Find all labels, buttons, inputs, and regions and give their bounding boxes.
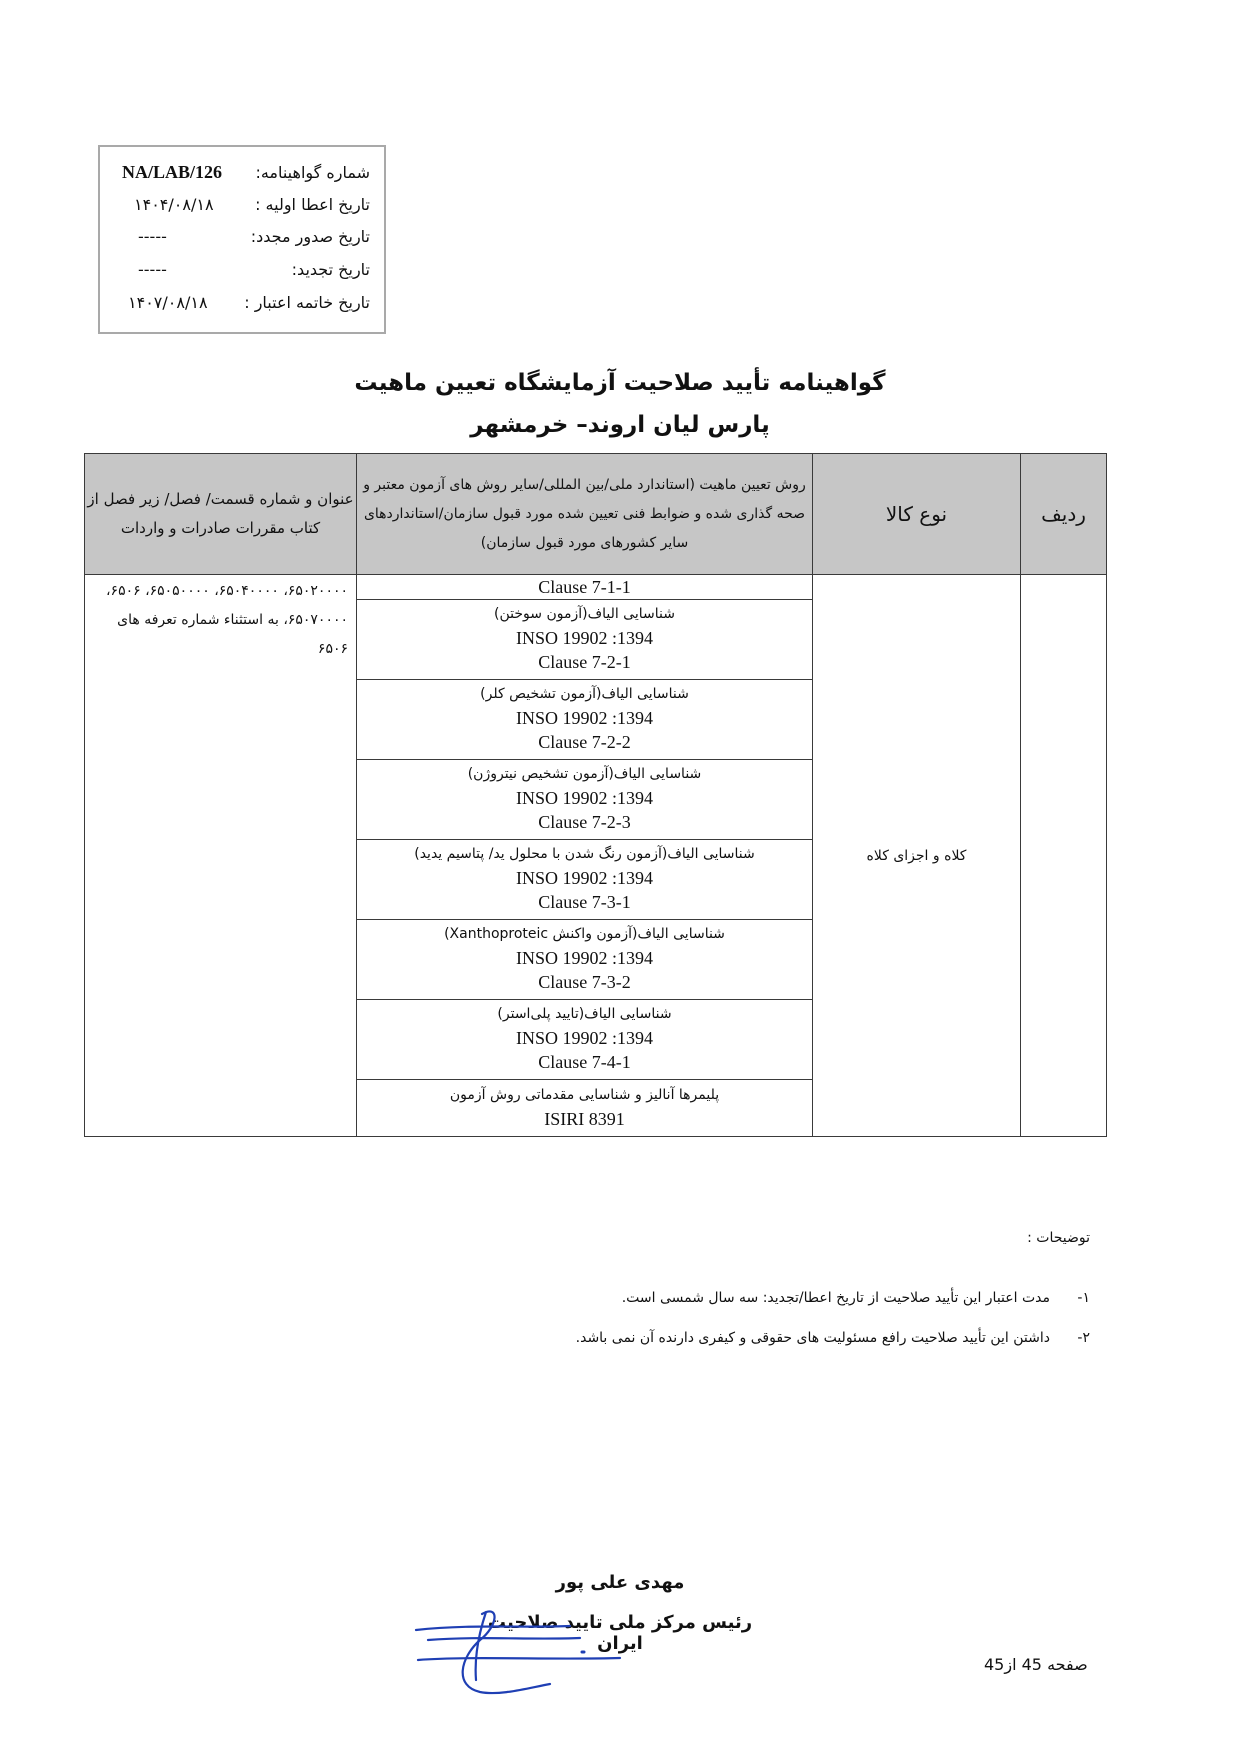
header-method: روش تعیین ماهیت (استاندارد ملی/بین المللی/سایر روش های آزمون معتبر و صحه گذاری شده و ضوابط فنی تعیین شده مورد قبول سازمان/استانداردهای سایر کشورهای مورد قبول سازمان) xyxy=(357,454,813,575)
cert-number-row xyxy=(114,157,370,187)
method-standard: INSO 19902 :1394 xyxy=(515,708,653,728)
method-block xyxy=(357,680,812,760)
issue-date-row xyxy=(114,189,370,219)
product-type-cell: کلاه و اجزای کلاه xyxy=(813,575,1021,1137)
signer-role: رئیس مرکز ملی تایید صلاحیت ایران xyxy=(487,1612,753,1654)
method-clause: Clause 7-3-2 xyxy=(538,972,631,992)
clause-text: Clause 7-1-1 xyxy=(538,577,631,597)
note-item xyxy=(622,1290,1090,1306)
method-name: شناسایی الیاف(آزمون رنگ شدن با محلول ید/ پتاسیم یدید) xyxy=(414,846,755,862)
renewal-date: ----- xyxy=(138,259,167,279)
method-standard: ISIRI 8391 xyxy=(544,1109,625,1129)
method-block xyxy=(357,600,812,680)
reissue-date-row xyxy=(114,221,370,251)
method-first-clause xyxy=(357,575,812,600)
row-number-cell xyxy=(1021,575,1107,1137)
renewal-date-row xyxy=(114,254,370,284)
signer-name: مهدی علی پور xyxy=(555,1572,685,1593)
method-block xyxy=(357,760,812,840)
note-number: ۱- xyxy=(1077,1290,1090,1306)
handwritten-signature xyxy=(410,1600,640,1700)
expiry-date-row xyxy=(114,287,370,317)
method-name: شناسایی الیاف(آزمون تشخیص نیتروژن) xyxy=(467,766,702,782)
certificate-info-box xyxy=(98,145,386,334)
note-text: مدت اعتبار این تأیید صلاحیت از تاریخ اعطا/تجدید: سه سال شمسی است. xyxy=(621,1290,1050,1306)
method-standard: INSO 19902 :1394 xyxy=(515,1028,653,1048)
header-product-type: نوع کالا xyxy=(813,454,1021,575)
expiry-date-label: تاریخ خاتمه اعتبار : xyxy=(244,292,370,312)
method-block xyxy=(357,1000,812,1080)
method-name: شناسایی الیاف(تایید پلی‌استر) xyxy=(497,1006,672,1022)
notes-heading: توضیحات : xyxy=(1027,1230,1090,1246)
method-block-last xyxy=(357,1080,812,1136)
method-name: پلیمرها آنالیز و شناسایی مقدماتی روش آزمون xyxy=(449,1087,720,1103)
page-number: صفحه 45 از45 xyxy=(984,1655,1088,1674)
method-name: شناسایی الیاف(آزمون سوختن) xyxy=(494,606,675,622)
tariff-cell: ۶۵۰۲۰۰۰۰، ۶۵۰۴۰۰۰۰، ۶۵۰۵۰۰۰۰، ۶۵۰۶، ۶۵۰۷۰۰۰۰، به استثناء شماره تعرفه های ۶۵۰۶ xyxy=(85,575,357,1137)
reissue-date-label: تاریخ صدور مجدد: xyxy=(250,226,370,246)
issue-date: ۱۴۰۴/۰۸/۱۸ xyxy=(134,194,214,214)
cert-number-label: شماره گواهینامه: xyxy=(255,162,370,182)
scope-table xyxy=(84,453,1107,1137)
note-item xyxy=(576,1330,1090,1346)
header-regulation-title: عنوان و شماره قسمت/ فصل/ زیر فصل از کتاب مقررات صادرات و واردات xyxy=(85,454,357,575)
note-number: ۲- xyxy=(1077,1330,1090,1346)
method-clause: Clause 7-2-2 xyxy=(538,732,631,752)
issue-date-label: تاریخ اعطا اولیه : xyxy=(255,194,370,214)
method-standard: INSO 19902 :1394 xyxy=(515,868,653,888)
method-clause: Clause 7-4-1 xyxy=(538,1052,631,1072)
method-standard: INSO 19902 :1394 xyxy=(515,788,653,808)
table-header-row xyxy=(85,454,1107,575)
method-clause: Clause 7-2-1 xyxy=(538,652,631,672)
reissue-date: ----- xyxy=(138,226,167,246)
lab-name: پارس لیان اروند– خرمشهر xyxy=(470,412,770,438)
expiry-date: ۱۴۰۷/۰۸/۱۸ xyxy=(128,292,208,312)
method-clause: Clause 7-2-3 xyxy=(538,812,631,832)
method-clause: Clause 7-3-1 xyxy=(538,892,631,912)
method-name: شناسایی الیاف(آزمون تشخیص کلر) xyxy=(480,686,689,702)
note-text: داشتن این تأیید صلاحیت رافع مسئولیت های حقوقی و کیفری دارنده آن نمی باشد. xyxy=(575,1330,1050,1346)
method-standard: INSO 19902 :1394 xyxy=(515,948,653,968)
method-block xyxy=(357,840,812,920)
header-row-no: ردیف xyxy=(1021,454,1107,575)
document-title: گواهینامه تأیید صلاحیت آزمایشگاه تعیین ماهیت xyxy=(354,370,886,396)
method-standard: INSO 19902 :1394 xyxy=(515,628,653,648)
method-block xyxy=(357,920,812,1000)
table-row xyxy=(85,575,1107,1137)
methods-cell xyxy=(357,575,813,1137)
method-name: شناسایی الیاف(آزمون واکنش Xanthoproteic) xyxy=(444,926,725,942)
renewal-date-label: تاریخ تجدید: xyxy=(291,259,370,279)
cert-number: NA/LAB/126 xyxy=(122,161,223,182)
